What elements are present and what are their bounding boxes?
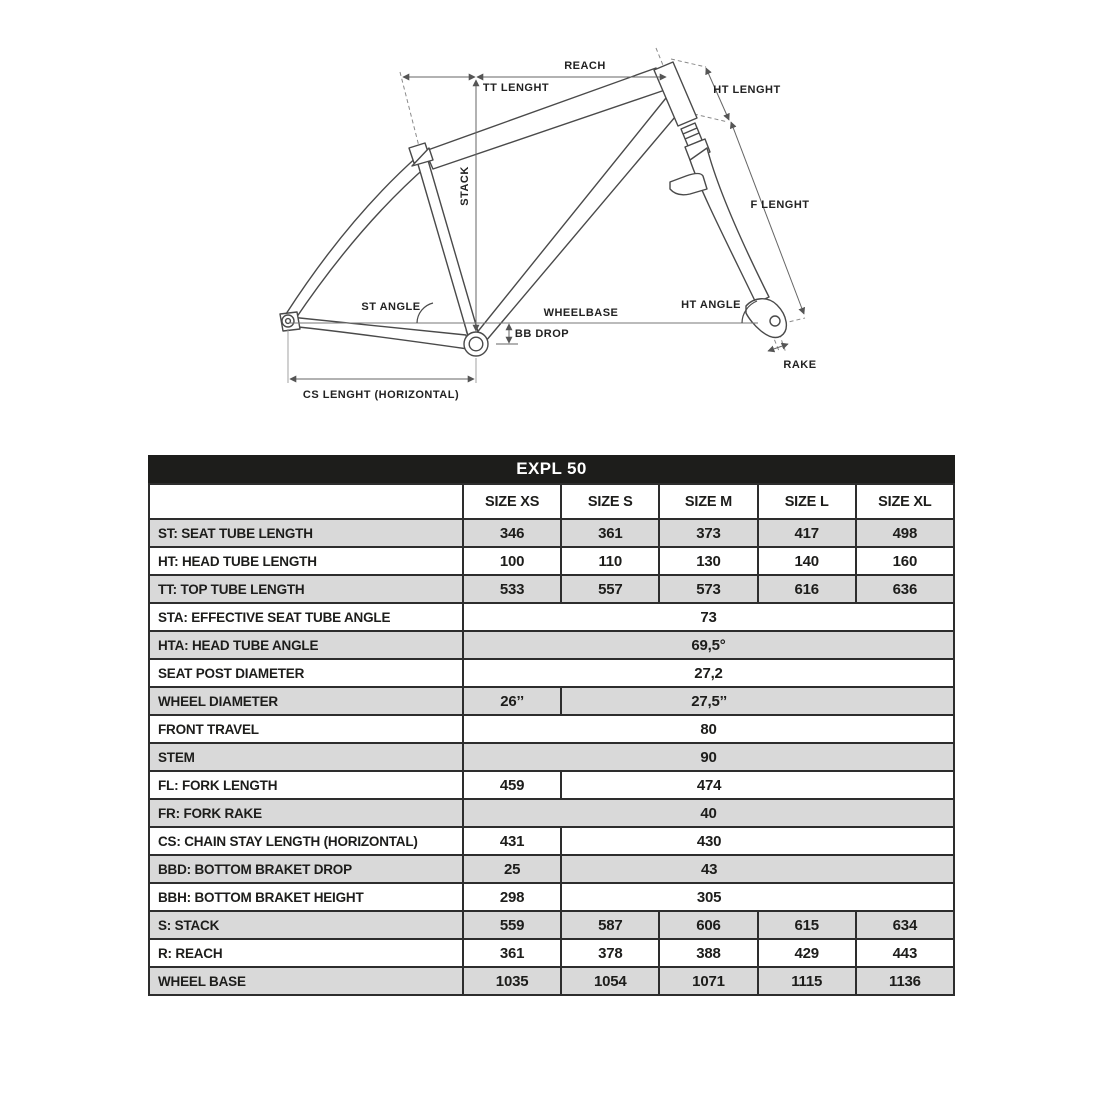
front-axle-eyelet — [770, 316, 780, 326]
spec-row — [149, 659, 954, 687]
value-cell: 474 — [561, 771, 954, 799]
diagram-label-tt-lenght: TT LENGHT — [482, 82, 550, 94]
row-label — [149, 771, 463, 799]
value-cell: 636 — [856, 575, 954, 603]
row-label-text: EFFECTIVE SEAT TUBE ANGLE — [191, 609, 391, 625]
row-label — [149, 715, 463, 743]
row-label — [149, 575, 463, 603]
size-column-header: SIZE XL — [856, 484, 954, 519]
row-label — [149, 967, 463, 995]
size-header-row — [149, 484, 954, 519]
spec-table — [148, 483, 955, 996]
spec-row — [149, 687, 954, 715]
diagram-label-wheelbase: WHEELBASE — [543, 307, 619, 319]
diagram-label-ht-lenght: HT LENGHT — [713, 84, 781, 96]
value-cell: 73 — [463, 603, 954, 631]
diagram-label-st-angle: ST ANGLE — [361, 301, 421, 313]
size-column-header: SIZE L — [758, 484, 856, 519]
row-label — [149, 939, 463, 967]
value-cell: 417 — [758, 519, 856, 547]
value-cell: 140 — [758, 547, 856, 575]
value-cell: 160 — [856, 547, 954, 575]
spec-row — [149, 855, 954, 883]
row-label-prefix: TT: — [158, 581, 181, 597]
value-cell: 388 — [659, 939, 757, 967]
spec-row — [149, 883, 954, 911]
value-cell: 27,5’’ — [561, 687, 954, 715]
row-label-text: REACH — [175, 945, 223, 961]
row-label — [149, 603, 463, 631]
spec-row — [149, 603, 954, 631]
fork-leg — [690, 148, 769, 303]
diagram-label-reach: REACH — [564, 60, 606, 72]
row-label-text: SEAT POST DIAMETER — [158, 665, 305, 681]
value-cell: 346 — [463, 519, 561, 547]
row-label-prefix: BBD: — [158, 861, 195, 877]
spec-row — [149, 771, 954, 799]
value-cell: 443 — [856, 939, 954, 967]
row-label-prefix: BBH: — [158, 889, 195, 905]
row-label-text: SEAT TUBE LENGTH — [181, 525, 313, 541]
frame-drawing — [0, 0, 1100, 445]
value-cell: 298 — [463, 883, 561, 911]
row-label-text: HEAD TUBE ANGLE — [192, 637, 319, 653]
value-cell: 1136 — [856, 967, 954, 995]
value-cell: 429 — [758, 939, 856, 967]
value-cell: 587 — [561, 911, 659, 939]
diagram-label-ht-angle: HT ANGLE — [681, 299, 741, 311]
diagram-label-f-lenght: F LENGHT — [750, 199, 810, 211]
value-cell: 459 — [463, 771, 561, 799]
row-label — [149, 631, 463, 659]
row-label-prefix: HT: — [158, 553, 182, 569]
value-cell: 557 — [561, 575, 659, 603]
row-label — [149, 827, 463, 855]
row-label-text: TOP TUBE LENGTH — [180, 581, 305, 597]
value-cell: 498 — [856, 519, 954, 547]
value-cell: 26’’ — [463, 687, 561, 715]
value-cell: 1071 — [659, 967, 757, 995]
row-label-text: CHAIN STAY LENGTH (HORIZONTAL) — [184, 833, 418, 849]
value-cell: 615 — [758, 911, 856, 939]
row-label — [149, 855, 463, 883]
value-cell: 80 — [463, 715, 954, 743]
row-label — [149, 547, 463, 575]
row-label-text: FORK LENGTH — [181, 777, 278, 793]
corner-cell — [149, 484, 463, 519]
seat-tube — [415, 150, 481, 346]
diagram-label-rake: RAKE — [783, 359, 817, 371]
front-dropout — [746, 299, 786, 338]
row-label — [149, 519, 463, 547]
spec-row — [149, 519, 954, 547]
row-label — [149, 659, 463, 687]
value-cell: 90 — [463, 743, 954, 771]
row-label-prefix: CS: — [158, 833, 185, 849]
value-cell: 634 — [856, 911, 954, 939]
row-label-text: STEM — [158, 749, 195, 765]
diagram-label-bb-drop: BB DROP — [514, 328, 570, 340]
row-label-text: WHEEL BASE — [158, 973, 246, 989]
spec-table-body — [149, 519, 954, 995]
row-label-text: FRONT TRAVEL — [158, 721, 259, 737]
bottom-bracket — [464, 332, 488, 356]
row-label-text: BOTTOM BRAKET HEIGHT — [194, 889, 364, 905]
row-label-prefix: STA: — [158, 609, 192, 625]
size-column-header: SIZE S — [561, 484, 659, 519]
size-column-header: SIZE XS — [463, 484, 561, 519]
frame-outline — [280, 62, 697, 349]
row-label-prefix: S: — [158, 917, 175, 933]
spec-row — [149, 911, 954, 939]
value-cell: 27,2 — [463, 659, 954, 687]
diagram-label-cs-lenght: CS LENGHT (HORIZONTAL) — [302, 389, 460, 401]
row-label — [149, 743, 463, 771]
diagram-label-stack: STACK — [459, 166, 471, 206]
spec-sheet — [148, 455, 955, 996]
chain-stay — [289, 317, 468, 349]
value-cell: 69,5° — [463, 631, 954, 659]
spec-row — [149, 631, 954, 659]
value-cell: 43 — [561, 855, 954, 883]
spec-row — [149, 547, 954, 575]
value-cell: 616 — [758, 575, 856, 603]
row-label — [149, 799, 463, 827]
row-label-prefix: R: — [158, 945, 176, 961]
value-cell: 361 — [463, 939, 561, 967]
value-cell: 305 — [561, 883, 954, 911]
spec-row — [149, 743, 954, 771]
value-cell: 533 — [463, 575, 561, 603]
row-label-prefix: FL: — [158, 777, 182, 793]
row-label-prefix: HTA: — [158, 637, 192, 653]
size-column-header: SIZE M — [659, 484, 757, 519]
value-cell: 40 — [463, 799, 954, 827]
value-cell: 110 — [561, 547, 659, 575]
row-label-prefix: ST: — [158, 525, 182, 541]
row-label-text: BOTTOM BRAKET DROP — [194, 861, 352, 877]
value-cell: 130 — [659, 547, 757, 575]
row-label-text: WHEEL DIAMETER — [158, 693, 278, 709]
seat-stay — [286, 155, 428, 321]
fork-arch — [670, 174, 707, 195]
row-label — [149, 687, 463, 715]
spec-row — [149, 575, 954, 603]
spec-row — [149, 827, 954, 855]
value-cell: 378 — [561, 939, 659, 967]
value-cell: 373 — [659, 519, 757, 547]
spec-row — [149, 939, 954, 967]
row-label-prefix: FR: — [158, 805, 184, 821]
value-cell: 25 — [463, 855, 561, 883]
value-cell: 1054 — [561, 967, 659, 995]
row-label-text: HEAD TUBE LENGTH — [181, 553, 317, 569]
value-cell: 1035 — [463, 967, 561, 995]
value-cell: 1115 — [758, 967, 856, 995]
spec-row — [149, 967, 954, 995]
table-title: EXPL 50 — [148, 455, 955, 483]
value-cell: 606 — [659, 911, 757, 939]
value-cell: 431 — [463, 827, 561, 855]
row-label — [149, 883, 463, 911]
value-cell: 430 — [561, 827, 954, 855]
row-label-text: FORK RAKE — [183, 805, 262, 821]
value-cell: 573 — [659, 575, 757, 603]
bike-geometry-diagram — [0, 0, 1100, 445]
value-cell: 361 — [561, 519, 659, 547]
value-cell: 100 — [463, 547, 561, 575]
spec-row — [149, 715, 954, 743]
value-cell: 559 — [463, 911, 561, 939]
row-label-text: STACK — [174, 917, 220, 933]
spec-row — [149, 799, 954, 827]
row-label — [149, 911, 463, 939]
